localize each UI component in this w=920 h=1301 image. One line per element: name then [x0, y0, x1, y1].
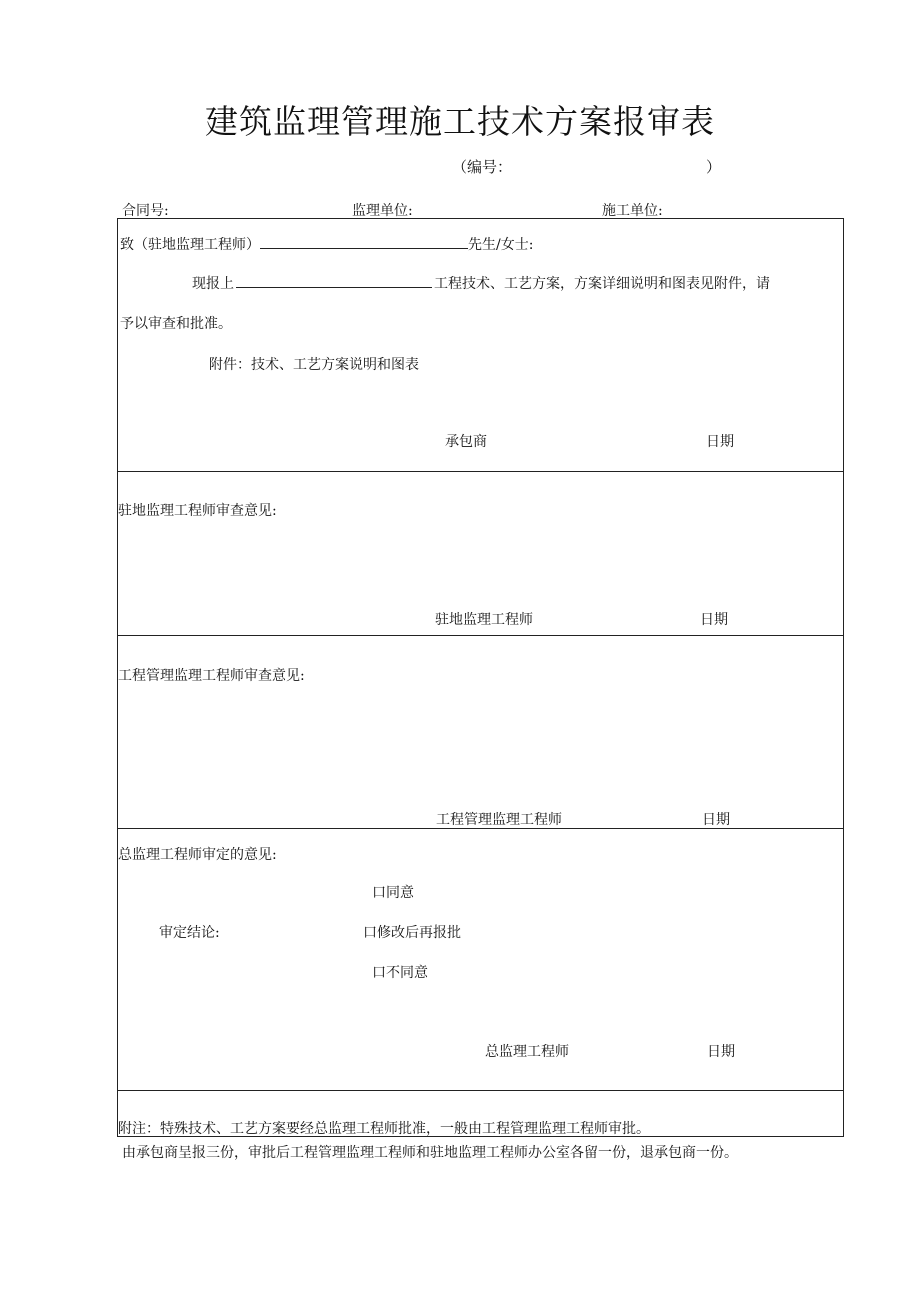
report-text-continued: 予以审查和批准。	[120, 316, 232, 332]
page-title: 建筑监理管理施工技术方案报审表	[205, 102, 715, 141]
resident-engineer-date-label: 日期	[700, 612, 728, 628]
contractor-date-label: 日期	[706, 434, 734, 450]
contractor-signature-label: 承包商	[445, 434, 487, 450]
report-text: 工程技术、工艺方案，方案详细说明和图表见附件，请	[434, 276, 770, 292]
option-reject[interactable]: 口不同意	[372, 965, 428, 981]
document-number-label: （编号：	[452, 158, 513, 176]
management-engineer-signature-label: 工程管理监理工程师	[436, 812, 562, 828]
addressee-suffix: 先生/女士:	[468, 237, 534, 253]
engineer-name-blank[interactable]	[260, 236, 468, 249]
conclusion-label: 审定结论:	[159, 925, 220, 941]
option-approve[interactable]: 口同意	[372, 885, 414, 901]
option-revise-resubmit[interactable]: 口修改后再报批	[363, 925, 461, 941]
contract-number-label: 合同号:	[122, 203, 169, 219]
chief-engineer-date-label: 日期	[707, 1044, 735, 1060]
report-prefix: 现报上	[192, 276, 234, 292]
contractor-submission-section	[118, 219, 843, 471]
supervision-unit-label: 监理单位:	[352, 203, 413, 219]
footnote-line-1: 附注：特殊技术、工艺方案要经总监理工程师批准，一般由工程管理监理工程师审批。	[118, 1121, 650, 1137]
addressee-prefix: 致（驻地监理工程师）	[120, 237, 260, 253]
footnote-line-2: 由承包商呈报三份，审批后工程管理监理工程师和驻地监理工程师办公室各留一份，退承包商一份。	[122, 1145, 738, 1161]
chief-engineer-signature-label: 总监理工程师	[485, 1044, 569, 1060]
project-name-blank[interactable]	[236, 275, 432, 288]
management-engineer-review-heading: 工程管理监理工程师审查意见:	[118, 668, 305, 684]
management-engineer-review-section	[118, 635, 843, 828]
resident-engineer-review-section	[118, 471, 843, 635]
chief-engineer-review-heading: 总监理工程师审定的意见:	[118, 847, 277, 863]
resident-engineer-signature-label: 驻地监理工程师	[435, 612, 533, 628]
construction-unit-label: 施工单位:	[602, 203, 663, 219]
document-number-close: ）	[706, 158, 722, 176]
approval-form-table	[117, 218, 844, 1137]
attachment-note: 附件：技术、工艺方案说明和图表	[209, 357, 419, 373]
resident-engineer-review-heading: 驻地监理工程师审查意见:	[118, 503, 277, 519]
management-engineer-date-label: 日期	[702, 812, 730, 828]
chief-engineer-review-section	[118, 828, 843, 1090]
footnote-section	[118, 1090, 843, 1136]
